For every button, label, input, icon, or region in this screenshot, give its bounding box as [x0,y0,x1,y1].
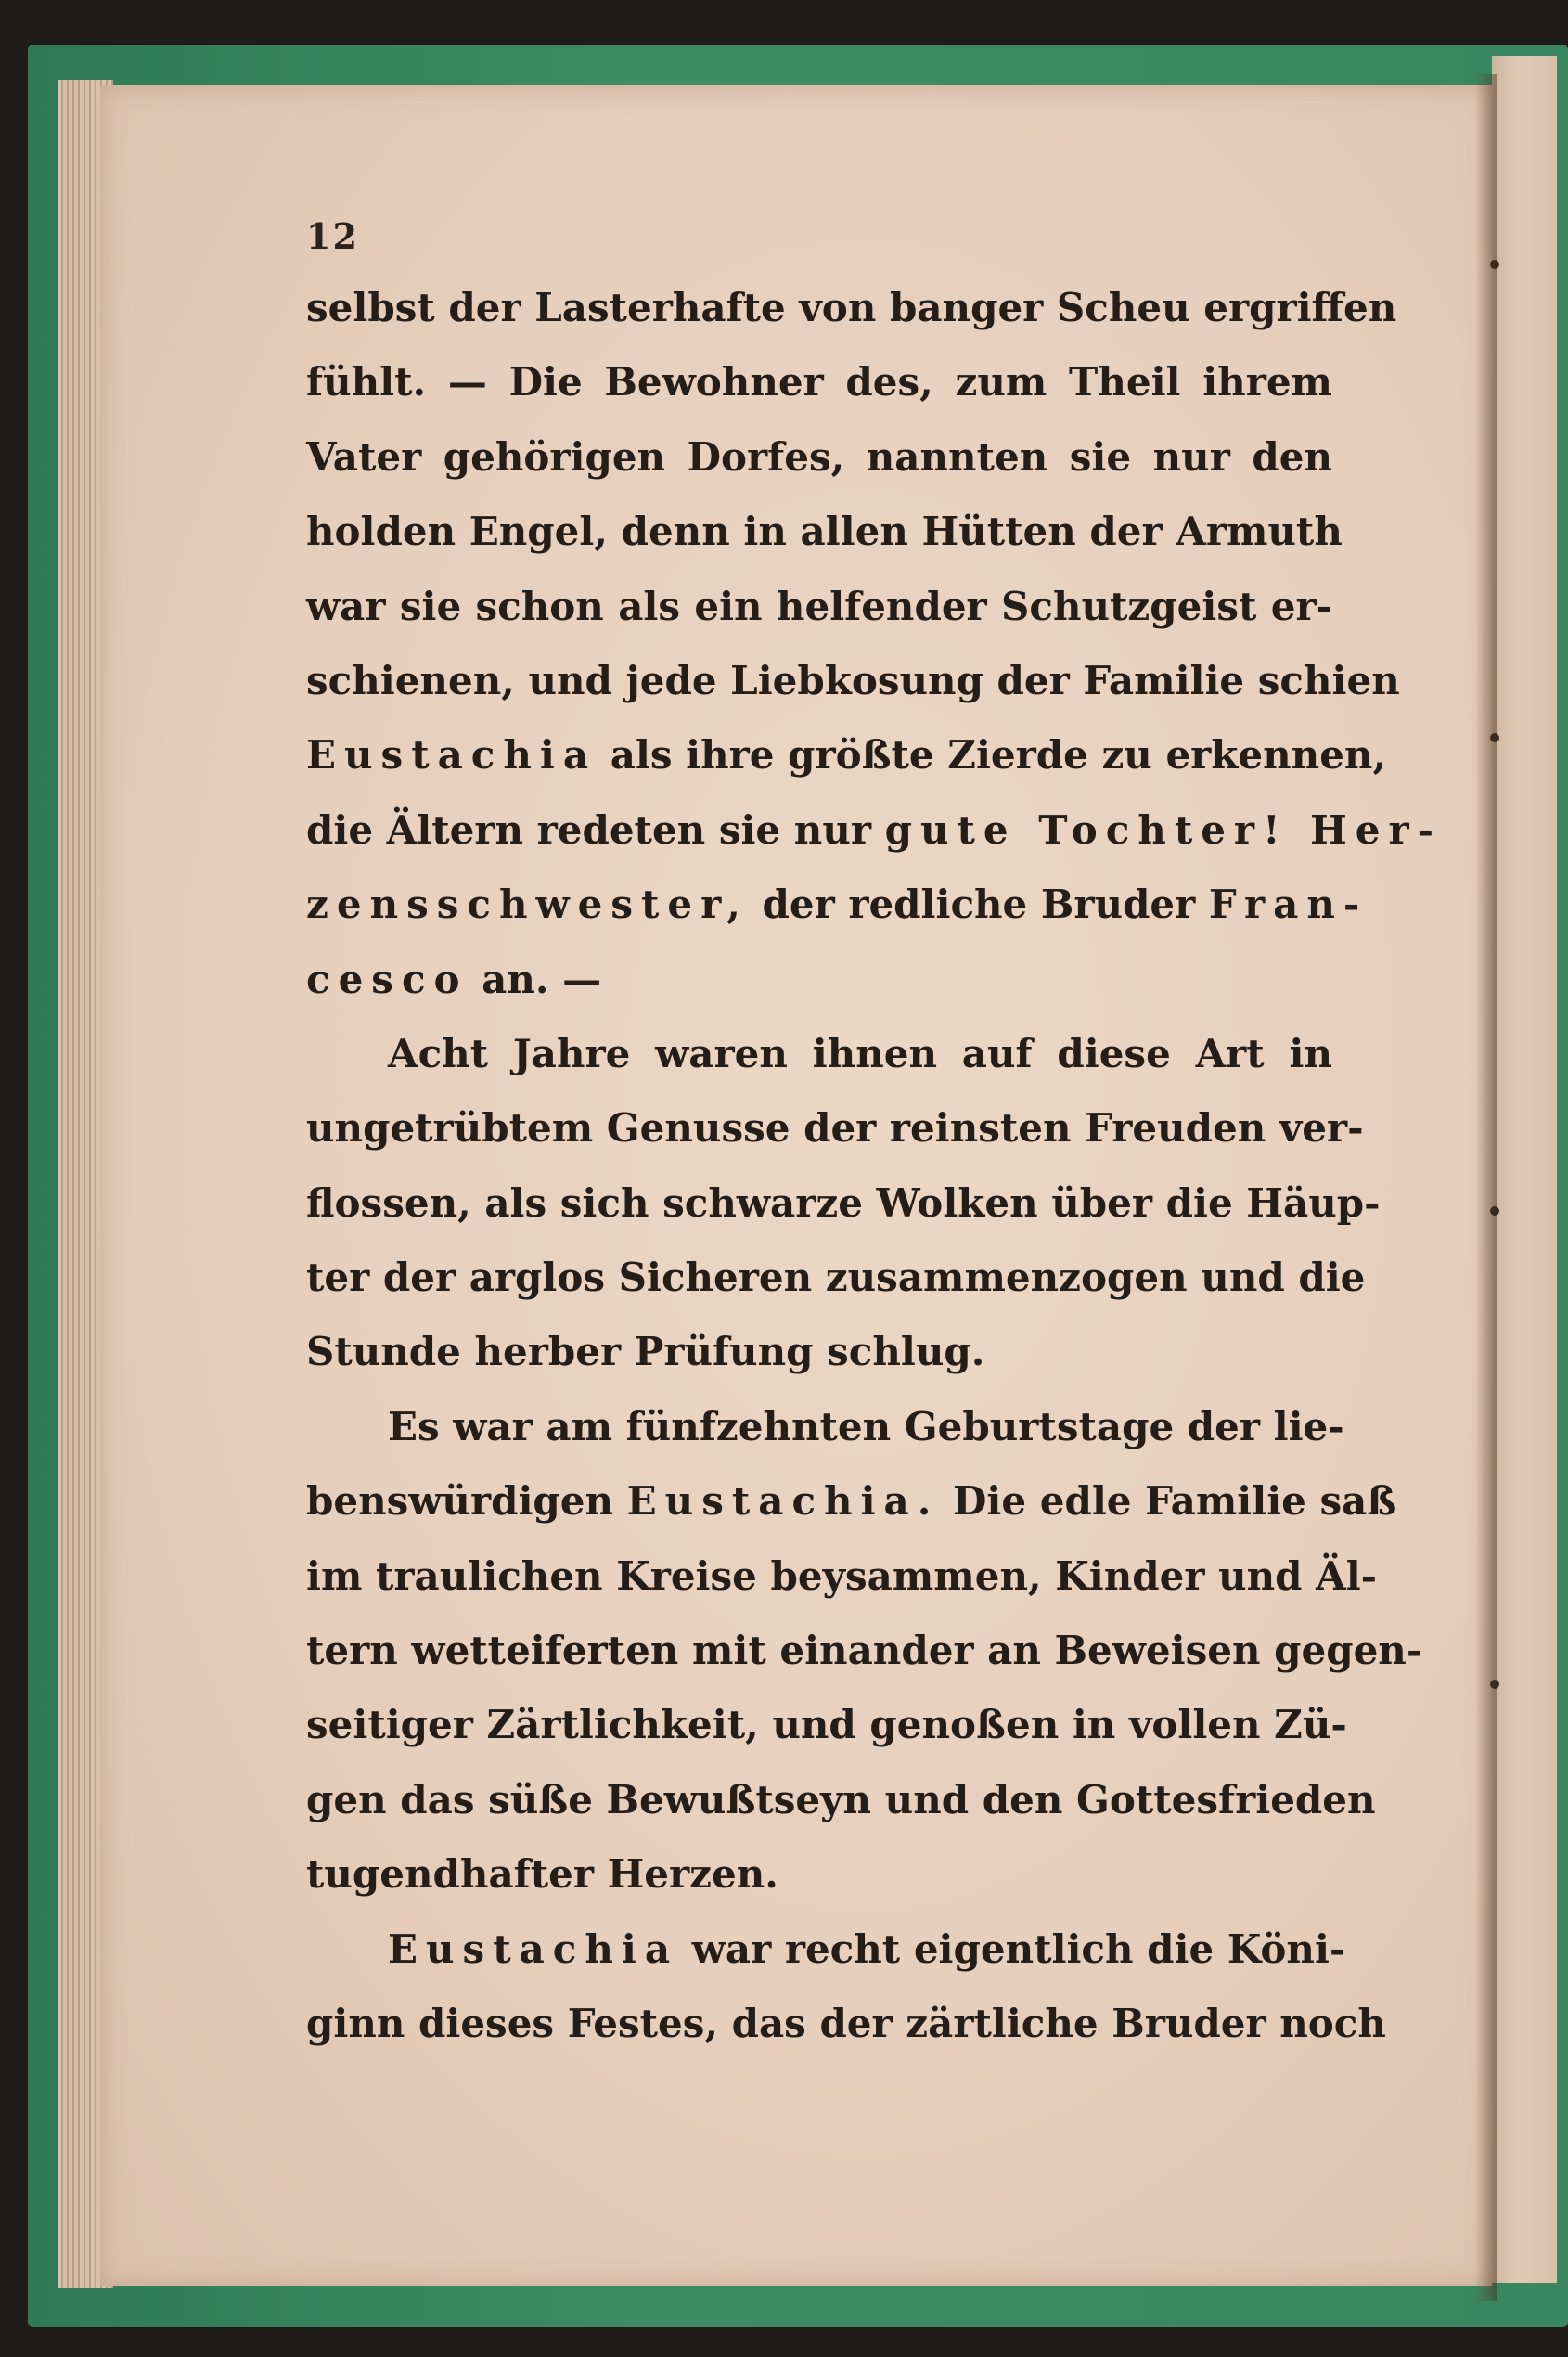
text-segment: holden Engel, denn in allen Hütten der Armuth [306,509,1343,555]
text-segment: schienen, und jede Liebkosung der Familie schien [306,657,1400,703]
text-line [306,1987,1386,2061]
text-segment: Vater gehörigen Dorfes, nannten sie nur den [306,433,1332,480]
text-segment: ter der arglos Sicheren zusammenzogen und die [306,1255,1366,1301]
text-segment: ginn dieses Festes, das der zärtliche Bruder noch [306,2000,1386,2046]
text-segment: der redliche Bruder [748,882,1209,928]
text-segment: fühlt. — Die Bewohner des, zum Theil ihrem [306,359,1332,406]
text-line [306,1166,1381,1241]
binding-stitch [1490,260,1499,269]
text-line [306,1017,1332,1091]
text-line [306,1315,1332,1389]
text-line [306,943,1332,1017]
text-line [306,1688,1347,1762]
binding-stitch [1490,733,1499,742]
text-line [306,271,1397,345]
spaced-emphasis-text: gute Tochter! Her- [884,806,1443,853]
text-line [306,1091,1364,1166]
spaced-emphasis-text: Eustachia. [626,1478,940,1525]
text-segment: als ihre größte Zierde zu erkennen, [597,732,1387,779]
page-number: 12 [306,215,359,257]
spaced-emphasis-text: Fran- [1208,882,1369,928]
text-line [306,1837,1332,1912]
text-segment: Es war am fünfzehnten Geburtstage der lie- [388,1403,1344,1449]
spaced-emphasis-text: cesco [306,956,469,1002]
text-line [306,1763,1376,1837]
text-line [306,718,1387,792]
text-segment: war sie schon als ein helfender Schutzgeist er- [306,583,1332,629]
facing-page-edge [1492,56,1557,2283]
text-segment: im traulichen Kreise beysammen, Kinder und Äl- [306,1552,1378,1599]
binding-stitch [1490,1680,1499,1689]
text-segment: gen das süße Bewußtseyn und den Gottesfrieden [306,1776,1376,1822]
text-segment: die Ältern redeten sie nur [306,806,885,853]
text-segment: ungetrübtem Genusse der reinsten Freuden ver- [306,1105,1364,1152]
text-line [306,793,1443,868]
text-line [306,570,1332,644]
text-segment: seitiger Zärtlichkeit, und genoßen in vollen Zü- [306,1702,1347,1748]
text-segment: tugendhafter Herzen. [306,1851,778,1898]
text-line [306,1614,1423,1688]
text-line [306,495,1343,569]
text-line [306,1464,1397,1539]
spaced-emphasis-text: Eustachia [306,732,598,779]
text-segment: tern wetteiferten mit einander an Beweisen gegen- [306,1628,1423,1674]
text-segment: war recht eigentlich die Köni- [678,1926,1346,1972]
text-segment: Stunde herber Prüfung schlug. [306,1329,985,1375]
text-segment: selbst der Lasterhafte von banger Scheu ergriffen [306,285,1397,330]
spaced-emphasis-text: zensschwester, [306,882,749,928]
page-gutter [1475,74,1497,2301]
text-line [306,1241,1366,1315]
text-line [306,1390,1344,1464]
text-line [306,1913,1346,1987]
text-line [306,644,1400,718]
binding-stitch [1490,1206,1499,1216]
text-segment: Die edle Familie saß [939,1478,1397,1525]
text-line [306,420,1332,495]
body-text [306,271,1443,2061]
text-segment: an. — [468,956,602,1002]
spaced-emphasis-text: Eustachia [388,1926,679,1972]
text-segment: flossen, als sich schwarze Wolken über die Häup- [306,1179,1381,1226]
text-line [306,1539,1378,1614]
text-line [306,345,1332,419]
text-line [306,868,1369,942]
text-segment: benswürdigen [306,1478,627,1525]
text-segment: Acht Jahre waren ihnen auf diese Art in [388,1030,1332,1076]
